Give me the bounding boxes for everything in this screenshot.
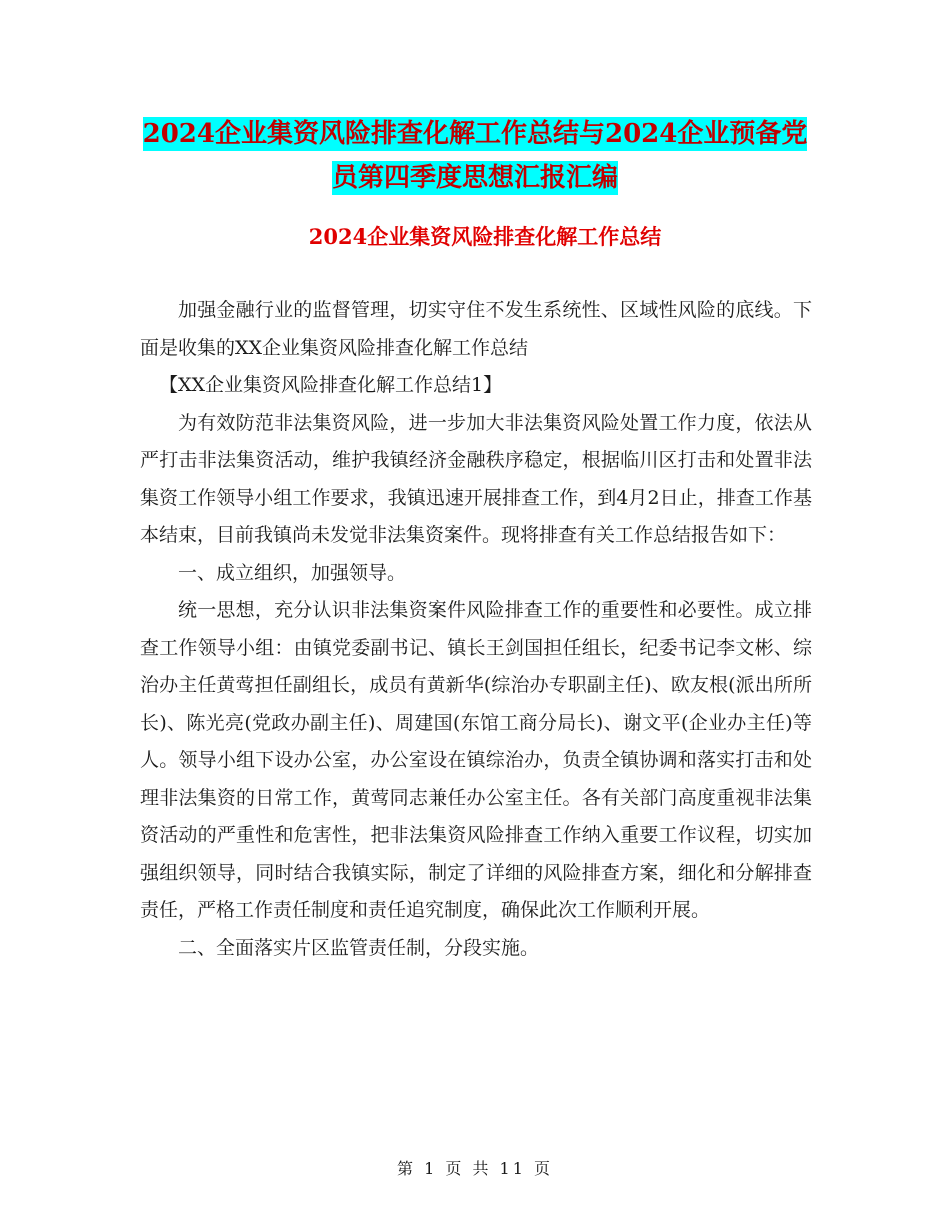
page-footer: 第 1 页 共 11 页: [397, 1159, 553, 1178]
paragraph-intro: 加强金融行业的监督管理，切实守住不发生系统性、区域性风险的底线。下面是收集的XX企业集资风险排查化解工作总结: [140, 299, 812, 359]
paragraph-heading-2: 二、全面落实片区监管责任制，分段实施。: [178, 936, 540, 959]
paragraph-background: 为有效防范非法集资风险，进一步加大非法集资风险处置工作力度，依法从严打击非法集资活动，维护我镇经济金融秩序稳定，根据临川区打击和处置非法集资工作领导小组工作要求，我镇迅速开展排查工作，到4月2日止，排查工作基本结束，目前我镇尚未发觉非法集资案件。现将排查有关工作总结报告如下：: [140, 411, 812, 546]
paragraph-organization: 统一思想，充分认识非法集资案件风险排查工作的重要性和必要性。成立排查工作领导小组：由镇党委副书记、镇长王剑国担任组长，纪委书记李文彬、综治办主任黄莺担任副组长，成员有黄新华(综治办专职副主任)、欧友根(派出所所长)、陈光亮(党政办副主任)、周建国(东馆工商分局长)、谢文平(企业办主任)等人。领导小组下设办公室，办公室设在镇综治办，负责全镇协调和落实打击和处理非法集资的日常工作，黄莺同志兼任办公室主任。各有关部门高度重视非法集资活动的严重性和危害性，把非法集资风险排查工作纳入重要工作议程，切实加强组织领导，同时结合我镇实际，制定了详细的风险排查方案，细化和分解排查责任，严格工作责任制度和责任追究制度，确保此次工作顺利开展。: [140, 599, 812, 921]
document-title: [130, 112, 820, 200]
section-title: 2024企业集资风险排查化解工作总结: [308, 224, 662, 249]
paragraph-subtitle: 【XX企业集资风险排查化解工作总结1】: [159, 374, 503, 396]
document-title-text: 2024企业集资风险排查化解工作总结与2024企业预备党员第四季度思想汇报汇编: [142, 119, 808, 193]
document-body: [140, 292, 812, 967]
paragraph-heading-1: 一、成立组织，加强领导。: [178, 561, 407, 584]
